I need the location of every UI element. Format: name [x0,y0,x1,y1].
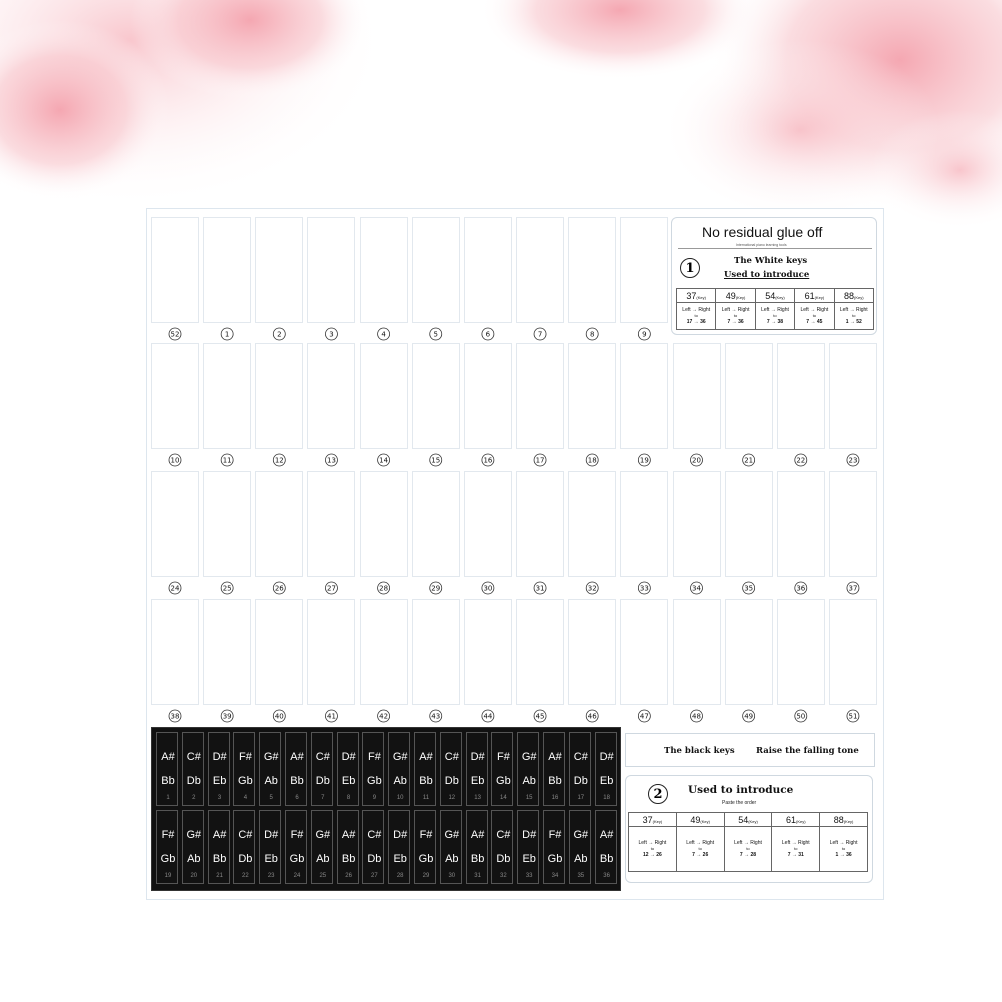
flat-note-label: Ab [264,775,278,787]
key-range-cell: Left → Right to 7 → 26 [676,827,724,872]
key-count-header: 49(Key) [716,289,755,303]
key-number: 23 [848,456,858,465]
white-key-card [620,343,668,449]
black-key-number: 26 [345,873,352,879]
white-key-card [203,599,251,705]
black-key-number: 10 [396,795,404,801]
white-key-card [777,599,825,705]
black-key-number: 23 [267,873,275,879]
black-key-number: 27 [371,873,378,879]
black-key-number: 28 [396,873,404,879]
black-key-number: 21 [216,873,223,879]
flat-note-label: Bb [161,775,175,787]
white-key-card [203,217,251,323]
key-number: 42 [379,712,389,721]
key-number: 12 [274,456,284,465]
white-key-card [412,599,460,705]
black-key-sticker [517,810,539,884]
black-keys-panel [151,727,621,891]
key-number: 43 [431,712,441,721]
black-key-number: 6 [295,795,299,801]
black-key-number: 4 [243,795,248,801]
sharp-note-label: C# [315,751,330,763]
black-key-number: 35 [577,873,585,879]
black-key-number: 14 [500,795,507,801]
white-key-card [412,343,460,449]
sharp-note-label: G# [521,751,537,763]
used-to-introduce-label-2: Used to introduce [688,784,794,796]
key-count-header: 37(Key) [629,813,677,827]
black-key-sticker [595,732,617,806]
key-count-header: 88(Key) [834,289,873,303]
white-key-card [464,471,512,577]
key-number: 34 [692,584,701,593]
key-range-cell: Left → Right to 7 → 28 [724,827,772,872]
key-count-table [676,288,874,330]
flat-note-label: Eb [522,853,536,865]
black-key-sticker [491,732,513,806]
key-number: 9 [642,330,647,339]
flat-note-label: Gb [160,853,176,865]
white-key-card [307,343,355,449]
black-key-number: 8 [346,795,351,801]
key-number: 46 [587,712,597,721]
black-key-number: 9 [372,795,377,801]
sharp-note-label: D# [264,829,279,841]
black-key-number: 22 [242,873,249,879]
key-number: 21 [744,456,754,465]
key-number: 8 [589,330,595,339]
info-subtitle: International piano learning tools [736,243,787,247]
black-key-number: 7 [321,795,325,801]
key-number: 44 [483,712,493,721]
key-range-cell: Left → Right to 1 → 36 [820,827,868,872]
sharp-note-label: F# [367,751,381,763]
key-number: 32 [587,584,597,593]
flat-note-label: Db [315,775,330,787]
key-number: 47 [639,712,649,721]
section-number-badge-2: 2 [648,784,668,804]
key-number: 22 [796,456,806,465]
key-range-cell: Left → Right to 7 → 45 [795,303,834,330]
white-key-card [203,343,251,449]
key-range-cell: Left → Right to 7 → 36 [716,303,755,330]
black-key-sticker [543,732,565,806]
black-key-number: 15 [525,795,533,801]
sharp-note-label: G# [573,829,589,841]
flat-note-label: Gb [238,775,253,787]
key-number: 4 [381,330,386,339]
sharp-note-label: C# [573,751,588,763]
raise-falling-tone-label: Raise the falling tone [756,746,859,756]
flat-note-label: Gb [418,853,434,865]
divider [678,248,872,249]
white-key-card [673,471,721,577]
used-to-introduce-label: Used to introduce [724,270,810,280]
black-key-sticker [182,810,204,884]
black-key-number: 31 [474,873,481,879]
sharp-note-label: D# [522,829,537,841]
flat-note-label: Eb [264,853,278,865]
black-key-number: 25 [319,873,327,879]
white-key-card [777,343,825,449]
black-key-number: 29 [422,873,430,879]
sharp-note-label: D# [599,751,614,763]
flat-note-label: Gb [547,853,563,865]
white-key-card [255,217,303,323]
black-key-sticker [156,732,178,806]
flat-note-label: Bb [470,853,485,865]
black-key-sticker [311,810,333,884]
black-key-sticker [362,732,384,806]
flat-note-label: Gb [289,853,305,865]
black-key-sticker [595,810,617,884]
key-number: 3 [329,330,334,339]
flat-note-label: Gb [367,775,382,787]
flat-note-label: Ab [187,853,201,865]
white-key-card [777,471,825,577]
key-number: 7 [537,330,543,339]
white-key-card [673,343,721,449]
key-number: 31 [535,584,545,593]
black-key-sticker [362,810,384,884]
key-count-header: 49(Key) [676,813,724,827]
sharp-note-label: A# [290,751,304,763]
key-range-cell: Left → Right to 7 → 38 [755,303,794,330]
sharp-note-label: C# [496,829,511,841]
key-number: 24 [170,584,180,593]
sharp-note-label: C# [367,829,382,841]
white-key-card [464,217,512,323]
key-count-header: 61(Key) [772,813,820,827]
key-range-cell: Left → Right to 1 → 52 [834,303,873,330]
key-number: 38 [170,712,180,721]
white-key-card [151,599,199,705]
paste-order-label: Paste the order [722,800,757,806]
black-key-number: 32 [500,873,507,879]
key-count-header: 37(Key) [677,289,716,303]
key-number: 17 [535,456,545,465]
black-key-sticker [466,732,488,806]
black-key-number: 1 [166,795,170,801]
flat-note-label: Gb [496,775,511,787]
black-key-sticker [569,732,591,806]
black-key-number: 13 [474,795,481,801]
white-key-card [203,471,251,577]
key-number: 39 [222,712,232,721]
key-range-cell: Left → Right to 12 → 26 [629,827,677,872]
sharp-note-label: A# [470,829,485,841]
black-key-sticker [311,732,333,806]
white-key-card [516,343,564,449]
piano-sticker-sheet [146,208,884,900]
key-number: 30 [483,584,493,593]
white-key-card [673,599,721,705]
flat-note-label: Ab [522,775,536,787]
key-number: 18 [587,456,597,465]
key-number: 20 [692,456,701,465]
key-number: 25 [222,584,232,593]
flat-note-label: Eb [341,775,356,787]
sharp-note-label: A# [161,751,175,763]
sharp-note-label: G# [263,751,279,763]
white-key-card [151,343,199,449]
black-key-number: 2 [192,795,196,801]
key-number: 37 [848,584,858,593]
black-key-sticker [388,810,410,884]
black-key-sticker [517,732,539,806]
sharp-note-label: A# [599,829,614,841]
white-key-card [620,599,668,705]
black-key-sticker [208,810,230,884]
black-key-sticker [543,810,565,884]
key-number: 1 [224,330,230,339]
black-key-sticker [285,732,307,806]
white-key-card [307,599,355,705]
key-number: 48 [692,712,701,721]
flat-note-label: Ab [316,853,330,865]
flat-note-label: Bb [548,775,562,787]
sharp-note-label: C# [444,751,459,763]
flat-note-label: Eb [599,775,614,787]
black-key-sticker [337,732,359,806]
white-key-card [307,471,355,577]
black-key-sticker [414,732,436,806]
black-key-number: 20 [190,873,198,879]
black-key-sticker [156,810,178,884]
flat-note-label: Db [186,775,201,787]
white-key-card [360,471,408,577]
white-key-card [829,343,877,449]
black-key-number: 5 [269,795,273,801]
key-number: 16 [483,456,493,465]
black-key-sticker [388,732,410,806]
sharp-note-label: D# [341,751,356,763]
key-number: 41 [326,712,336,721]
black-key-number: 33 [525,873,533,879]
white-key-card [307,217,355,323]
key-number: 33 [639,584,649,593]
black-key-number: 11 [422,795,430,801]
key-count-header: 88(Key) [820,813,868,827]
sharp-note-label: G# [186,829,202,841]
sharp-note-label: F# [161,829,175,841]
key-number: 5 [433,330,438,339]
black-key-sticker [233,810,255,884]
key-count-header: 54(Key) [755,289,794,303]
key-number: 26 [274,584,284,593]
key-number: 52 [170,330,180,339]
key-number: 50 [796,712,806,721]
key-count-table-2 [628,812,868,872]
white-key-card [464,599,512,705]
black-key-number: 36 [603,873,610,879]
white-key-card [464,343,512,449]
black-key-sticker [491,810,513,884]
info-box-white-keys [671,217,877,335]
flat-note-label: Db [496,853,511,865]
key-number: 2 [277,330,282,339]
white-key-card [829,599,877,705]
sharp-note-label: A# [419,751,433,763]
flat-note-label: Eb [393,853,407,865]
flat-note-label: Bb [341,853,356,865]
black-key-number: 3 [217,795,222,801]
key-number: 6 [485,330,491,339]
sharp-note-label: F# [496,751,510,763]
white-key-card [360,599,408,705]
sharp-note-label: D# [393,829,408,841]
white-key-card [516,599,564,705]
white-key-card [516,471,564,577]
white-key-card [255,343,303,449]
flat-note-label: Bb [419,775,433,787]
white-key-card [725,599,773,705]
black-key-sticker [259,732,281,806]
white-key-card [725,343,773,449]
info-box-black-keys [625,775,873,883]
white-key-card [151,217,199,323]
white-key-card [568,599,616,705]
sharp-note-label: D# [470,751,485,763]
black-key-sticker [182,732,204,806]
key-number: 51 [848,712,858,721]
key-number: 29 [431,584,441,593]
white-key-card [568,343,616,449]
sharp-note-label: F# [548,829,562,841]
key-count-header: 54(Key) [724,813,772,827]
sharp-note-label: F# [419,829,433,841]
black-key-number: 17 [577,795,585,801]
flat-note-label: Bb [212,853,227,865]
black-key-sticker [259,810,281,884]
white-key-card [412,471,460,577]
flat-note-label: Ab [445,853,459,865]
flat-note-label: Db [367,853,382,865]
flat-note-label: Db [573,775,588,787]
white-key-card [568,217,616,323]
white-key-card [255,471,303,577]
key-number: 35 [744,584,754,593]
sharp-note-label: G# [444,829,460,841]
black-keys-label: The black keys [664,746,735,756]
black-key-sticker [414,810,436,884]
key-range-cell: Left → Right to 7 → 31 [772,827,820,872]
black-key-number: 30 [448,873,456,879]
black-key-sticker [233,732,255,806]
white-key-card [620,217,668,323]
sharp-note-label: A# [341,829,356,841]
sharp-note-label: C# [238,829,253,841]
sharp-note-label: C# [186,751,201,763]
black-key-sticker [440,810,462,884]
flat-note-label: Eb [470,775,485,787]
white-keys-heading: The White keys [734,256,808,266]
key-number: 11 [222,456,232,465]
black-key-sticker [285,810,307,884]
black-keys-banner [625,733,875,767]
sharp-note-label: G# [315,829,331,841]
key-range-cell: Left → Right to 17 → 36 [677,303,716,330]
key-number: 27 [326,584,336,593]
white-key-card [360,217,408,323]
black-key-number: 12 [448,795,456,801]
white-key-card [620,471,668,577]
sharp-note-label: A# [548,751,562,763]
flat-note-label: Ab [574,853,588,865]
black-key-number: 18 [603,795,610,801]
key-number: 28 [379,584,389,593]
flat-note-label: Db [444,775,459,787]
flat-note-label: Ab [393,775,407,787]
flat-note-label: Eb [212,775,227,787]
black-key-number: 34 [551,873,559,879]
key-count-header: 61(Key) [795,289,834,303]
sharp-note-label: D# [212,751,227,763]
sharp-note-label: F# [290,829,304,841]
black-key-sticker [440,732,462,806]
black-key-number: 19 [164,873,172,879]
white-key-card [412,217,460,323]
black-key-sticker [569,810,591,884]
key-number: 36 [796,584,806,593]
black-key-sticker [466,810,488,884]
key-number: 40 [274,712,284,721]
white-key-card [516,217,564,323]
sharp-note-label: A# [212,829,227,841]
key-number: 10 [170,456,180,465]
key-number: 19 [639,456,649,465]
black-key-number: 24 [293,873,301,879]
key-number: 49 [744,712,754,721]
key-number: 13 [326,456,336,465]
white-key-card [829,471,877,577]
flat-note-label: Bb [290,775,304,787]
flat-note-label: Db [238,853,253,865]
black-key-sticker [208,732,230,806]
white-key-card [725,471,773,577]
key-number: 14 [379,456,389,465]
flat-note-label: Bb [599,853,614,865]
section-number-badge: 1 [680,258,700,278]
sharp-note-label: F# [238,751,252,763]
sharp-note-label: G# [392,751,408,763]
white-key-card [568,471,616,577]
info-title: No residual glue off [702,224,823,240]
white-key-card [151,471,199,577]
black-key-sticker [337,810,359,884]
black-key-number: 16 [551,795,559,801]
key-number: 45 [535,712,545,721]
white-key-card [255,599,303,705]
key-number: 15 [431,456,441,465]
white-key-card [360,343,408,449]
